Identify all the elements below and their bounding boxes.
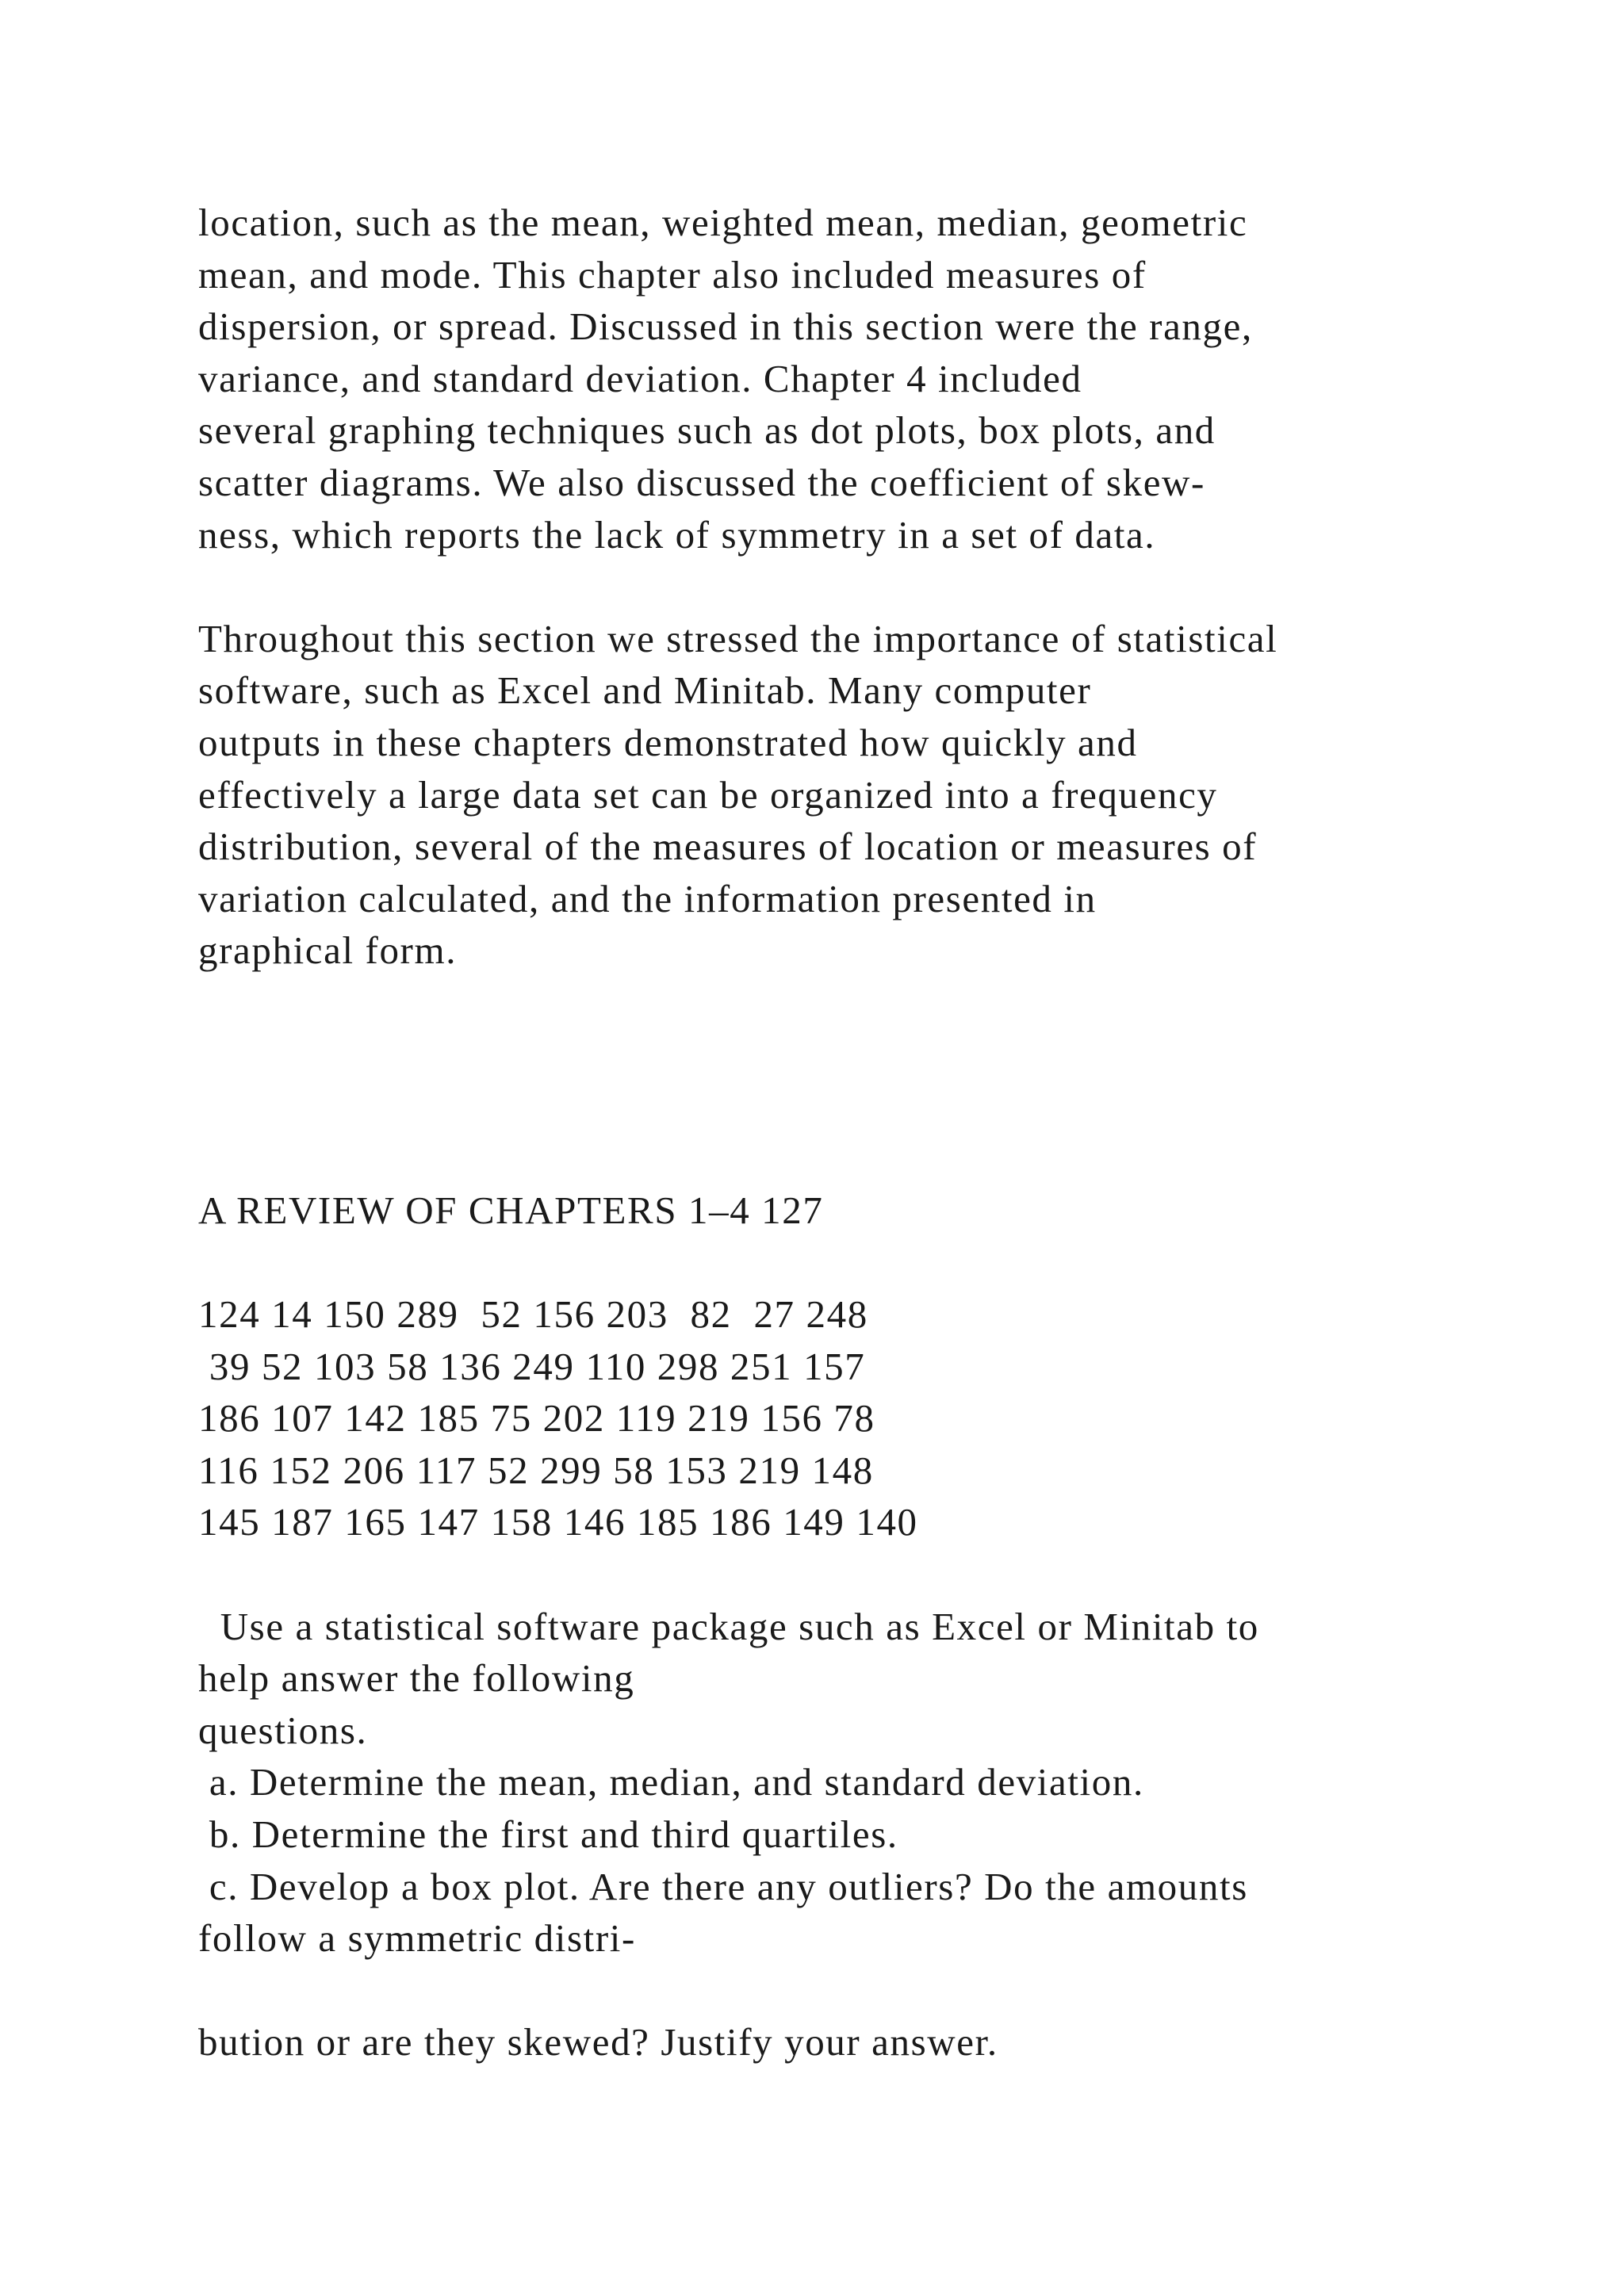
data-table [198,1288,1499,1548]
question-a: a. Determine the mean, median, and standard deviation. [198,1760,1144,1804]
text-line: variation calculated, and the information presented in [198,876,1097,920]
text-line: Use a statistical software package such as Excel or Minitab to [198,1604,1259,1648]
paragraph-spacer [198,1237,1499,1289]
paragraph-software [198,613,1499,977]
data-row: 186 107 142 185 75 202 119 219 156 78 [198,1396,875,1441]
data-row: 145 187 165 147 158 146 185 186 149 140 [198,1500,918,1544]
text-line: help answer the following [198,1656,635,1701]
text-line: location, such as the mean, weighted mean, median, geometric [198,201,1248,244]
section-spacer [198,977,1499,1184]
paragraph-spacer [198,561,1499,613]
text-line: follow a symmetric distri- [198,1916,636,1961]
text-line: outputs in these chapters demonstrated how quickly and [198,720,1138,764]
paragraph-spacer [198,1548,1499,1601]
text-line: variance, and standard deviation. Chapter 4 included [198,356,1082,400]
text-line: dispersion, or spread. Discussed in this section were the range, [198,304,1253,349]
text-line: several graphing techniques such as dot plots, box plots, and [198,408,1216,453]
question-c: c. Develop a box plot. Are there any outliers? Do the amounts [198,1864,1248,1908]
data-row: 124 14 150 289 52 156 203 82 27 248 [198,1292,868,1337]
text-line: mean, and mode. This chapter also included measures of [198,252,1147,297]
text-line: software, such as Excel and Minitab. Many computer [198,668,1092,713]
text-line: effectively a large data set can be organized into a frequency [198,772,1218,817]
question-b: b. Determine the first and third quartiles. [198,1812,898,1857]
running-header: A REVIEW OF CHAPTERS 1–4 127 [198,1188,824,1232]
text-line: ness, which reports the lack of symmetry in a set of data. [198,512,1156,557]
text-line: scatter diagrams. We also discussed the coefficient of skew- [198,460,1205,504]
data-row: 39 52 103 58 136 249 110 298 251 157 [198,1344,866,1388]
paragraph-summary [198,197,1499,561]
text-line: distribution, several of the measures of location or measures of [198,825,1258,869]
document-page [198,197,1499,2068]
exercise-instructions [198,1601,1499,1965]
data-row: 116 152 206 117 52 299 58 153 219 148 [198,1448,874,1492]
text-line: questions. [198,1708,368,1752]
paragraph-spacer [198,1965,1499,2017]
question-c-continuation: bution or are they skewed? Justify your answer. [198,2020,998,2064]
text-line: Throughout this section we stressed the importance of statistical [198,616,1278,660]
text-line: graphical form. [198,928,458,973]
